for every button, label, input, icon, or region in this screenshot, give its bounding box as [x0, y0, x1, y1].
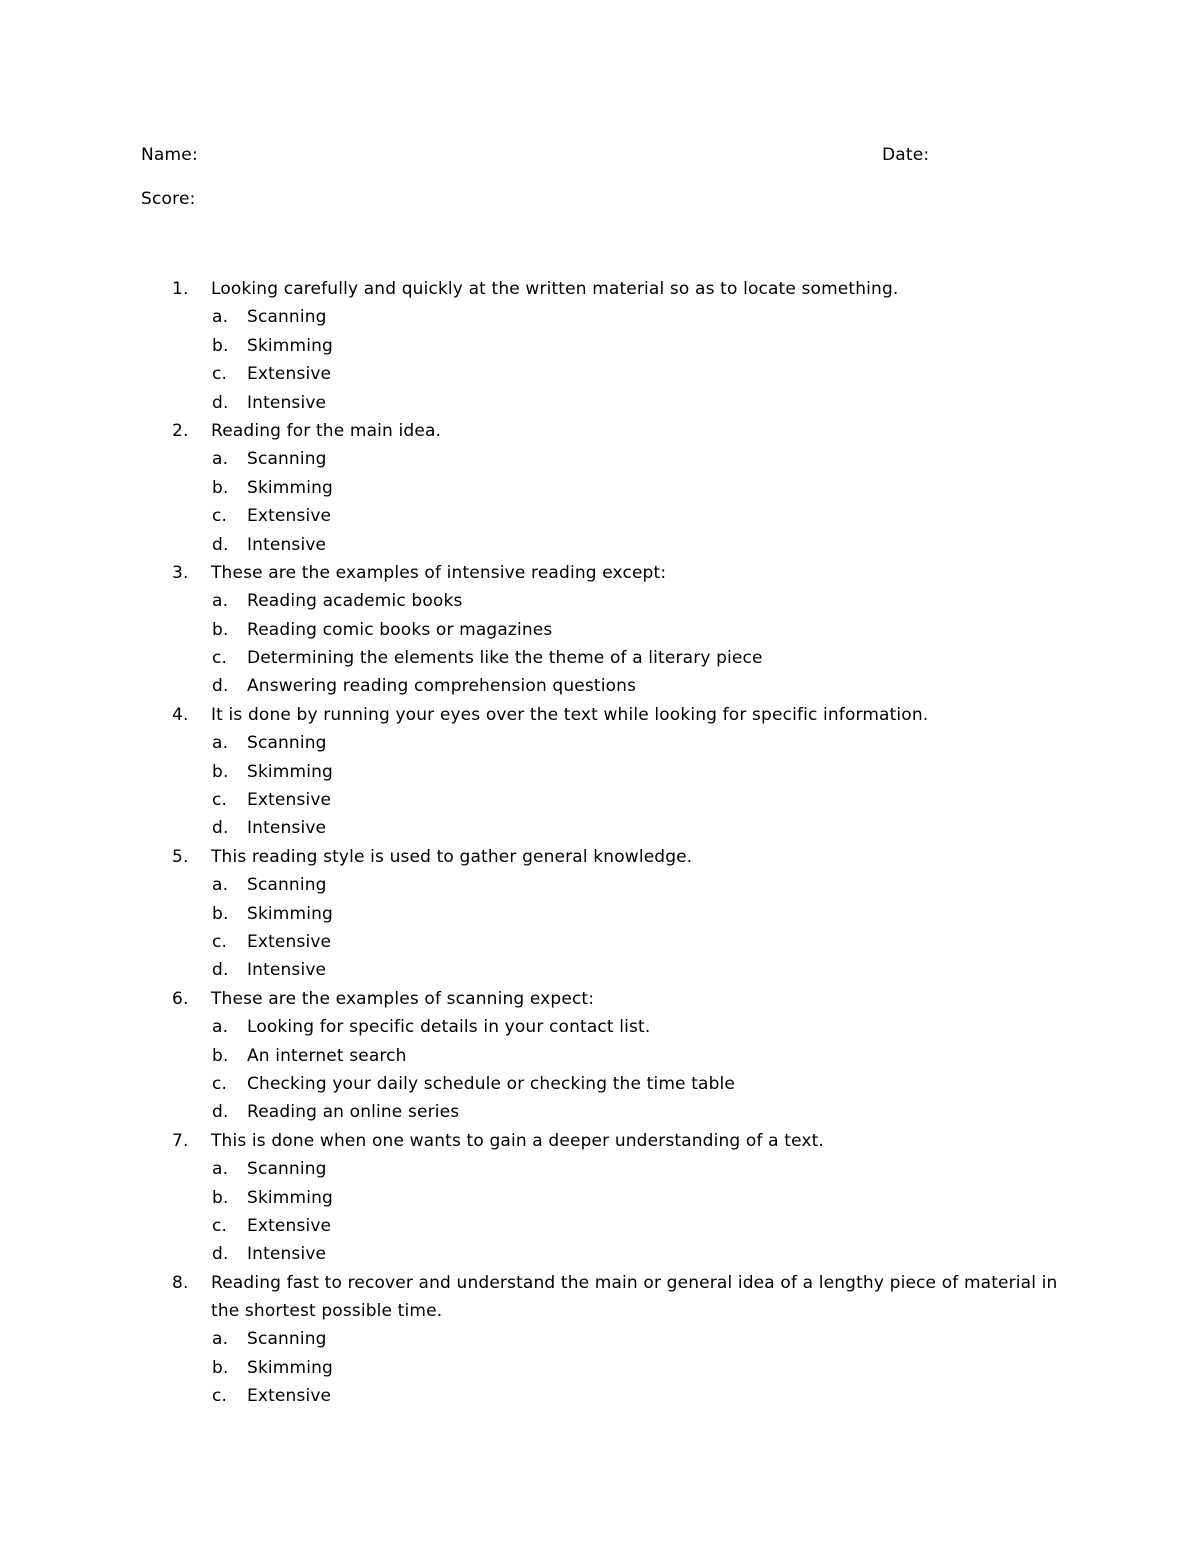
option-text: Extensive — [247, 1215, 332, 1236]
answer-option — [0, 306, 1200, 334]
option-text: Scanning — [247, 449, 327, 470]
option-letter: a. — [212, 875, 229, 896]
option-text: Skimming — [247, 477, 333, 498]
question-text: It is done by running your eyes over the text while looking for specific information. — [211, 704, 929, 725]
option-letter: d. — [212, 534, 229, 555]
option-letter: c. — [212, 506, 228, 527]
question-item — [0, 1272, 1200, 1414]
option-text: Determining the elements like the theme of a literary piece — [247, 648, 763, 669]
option-text: Skimming — [247, 1357, 333, 1378]
question-item — [0, 704, 1200, 846]
question-text: the shortest possible time. — [211, 1301, 443, 1322]
option-letter: a. — [212, 307, 229, 328]
score-label: Score: — [141, 189, 196, 209]
answer-option — [0, 874, 1200, 902]
option-letter: c. — [212, 790, 228, 811]
question-number: 8. — [172, 1272, 189, 1293]
option-letter: c. — [212, 364, 228, 385]
answer-option — [0, 675, 1200, 703]
question-line — [0, 988, 1200, 1016]
answer-option — [0, 534, 1200, 562]
question-number: 2. — [172, 420, 189, 441]
answer-option — [0, 619, 1200, 647]
option-text: Extensive — [247, 1386, 332, 1407]
question-line — [0, 1130, 1200, 1158]
answer-option — [0, 959, 1200, 987]
option-text: Scanning — [247, 1329, 327, 1350]
option-text: Extensive — [247, 364, 332, 385]
option-text: Scanning — [247, 1159, 327, 1180]
answer-option — [0, 761, 1200, 789]
answer-option — [0, 363, 1200, 391]
question-line — [0, 846, 1200, 874]
answer-option — [0, 477, 1200, 505]
option-text: Intensive — [247, 1244, 327, 1265]
option-letter: a. — [212, 733, 229, 754]
answer-option — [0, 1385, 1200, 1413]
option-text: Answering reading comprehension questions — [247, 676, 637, 697]
option-text: Scanning — [247, 307, 327, 328]
option-text: Extensive — [247, 931, 332, 952]
answer-option — [0, 448, 1200, 476]
option-letter: b. — [212, 1187, 229, 1208]
question-number: 4. — [172, 704, 189, 725]
answer-option — [0, 1243, 1200, 1271]
answer-option — [0, 1073, 1200, 1101]
option-text: Skimming — [247, 903, 333, 924]
quiz-question-list — [0, 278, 1200, 1414]
option-text: Reading an online series — [247, 1102, 460, 1123]
option-letter: d. — [212, 676, 229, 697]
answer-option — [0, 335, 1200, 363]
option-letter: c. — [212, 931, 228, 952]
option-letter: d. — [212, 960, 229, 981]
option-letter: c. — [212, 1386, 228, 1407]
answer-option — [0, 392, 1200, 420]
question-line — [0, 704, 1200, 732]
answer-option — [0, 1045, 1200, 1073]
option-text: Looking for specific details in your contact list. — [247, 1017, 651, 1038]
option-letter: b. — [212, 1045, 229, 1066]
option-text: Skimming — [247, 761, 333, 782]
option-letter: d. — [212, 818, 229, 839]
option-text: Checking your daily schedule or checking the time table — [247, 1073, 736, 1094]
option-text: Intensive — [247, 534, 327, 555]
answer-option — [0, 1016, 1200, 1044]
option-letter: a. — [212, 1159, 229, 1180]
option-text: Reading comic books or magazines — [247, 619, 553, 640]
question-line — [0, 420, 1200, 448]
option-letter: b. — [212, 335, 229, 356]
option-letter: b. — [212, 619, 229, 640]
option-text: Intensive — [247, 392, 327, 413]
option-letter: a. — [212, 1017, 229, 1038]
answer-option — [0, 590, 1200, 618]
question-text: Reading fast to recover and understand the main or general idea of a lengthy piece of material in — [211, 1272, 1058, 1293]
option-letter: c. — [212, 648, 228, 669]
answer-option — [0, 1101, 1200, 1129]
question-text: Looking carefully and quickly at the written material so as to locate something. — [211, 279, 899, 299]
option-letter: b. — [212, 903, 229, 924]
option-text: Extensive — [247, 790, 332, 811]
option-text: Scanning — [247, 733, 327, 754]
name-label: Name: — [141, 145, 198, 165]
option-letter: c. — [212, 1073, 228, 1094]
option-text: Extensive — [247, 506, 332, 527]
option-text: Skimming — [247, 335, 333, 356]
option-text: Skimming — [247, 1187, 333, 1208]
option-letter: a. — [212, 449, 229, 470]
option-text: Reading academic books — [247, 591, 463, 612]
question-line — [0, 1300, 1200, 1328]
question-line — [0, 562, 1200, 590]
date-label: Date: — [882, 145, 930, 165]
answer-option — [0, 505, 1200, 533]
answer-option — [0, 817, 1200, 845]
question-item — [0, 278, 1200, 420]
answer-option — [0, 647, 1200, 675]
question-number: 3. — [172, 562, 189, 583]
option-letter: d. — [212, 1244, 229, 1265]
question-text: This reading style is used to gather general knowledge. — [211, 846, 693, 867]
question-text: These are the examples of intensive reading except: — [211, 562, 667, 583]
question-item — [0, 1130, 1200, 1272]
answer-option — [0, 789, 1200, 817]
option-text: Intensive — [247, 960, 327, 981]
option-letter: b. — [212, 477, 229, 498]
answer-option — [0, 1357, 1200, 1385]
answer-option — [0, 903, 1200, 931]
option-letter: d. — [212, 1102, 229, 1123]
option-letter: a. — [212, 1329, 229, 1350]
question-item — [0, 846, 1200, 988]
option-text: Scanning — [247, 875, 327, 896]
answer-option — [0, 1215, 1200, 1243]
option-letter: d. — [212, 392, 229, 413]
question-number: 5. — [172, 846, 189, 867]
answer-option — [0, 1187, 1200, 1215]
question-text: This is done when one wants to gain a deeper understanding of a text. — [211, 1130, 824, 1151]
question-number: 1. — [172, 279, 189, 299]
option-text: Intensive — [247, 818, 327, 839]
option-text: An internet search — [247, 1045, 407, 1066]
option-letter: b. — [212, 1357, 229, 1378]
question-text: Reading for the main idea. — [211, 420, 442, 441]
option-letter: a. — [212, 591, 229, 612]
option-letter: c. — [212, 1215, 228, 1236]
question-item — [0, 420, 1200, 562]
question-item — [0, 988, 1200, 1130]
answer-option — [0, 1158, 1200, 1186]
question-number: 6. — [172, 988, 189, 1009]
answer-option — [0, 931, 1200, 959]
option-letter: b. — [212, 761, 229, 782]
question-number: 7. — [172, 1130, 189, 1151]
question-item — [0, 562, 1200, 704]
question-text: These are the examples of scanning expect: — [211, 988, 595, 1009]
question-line — [0, 278, 1200, 306]
answer-option — [0, 1328, 1200, 1356]
question-line — [0, 1272, 1200, 1300]
answer-option — [0, 732, 1200, 760]
